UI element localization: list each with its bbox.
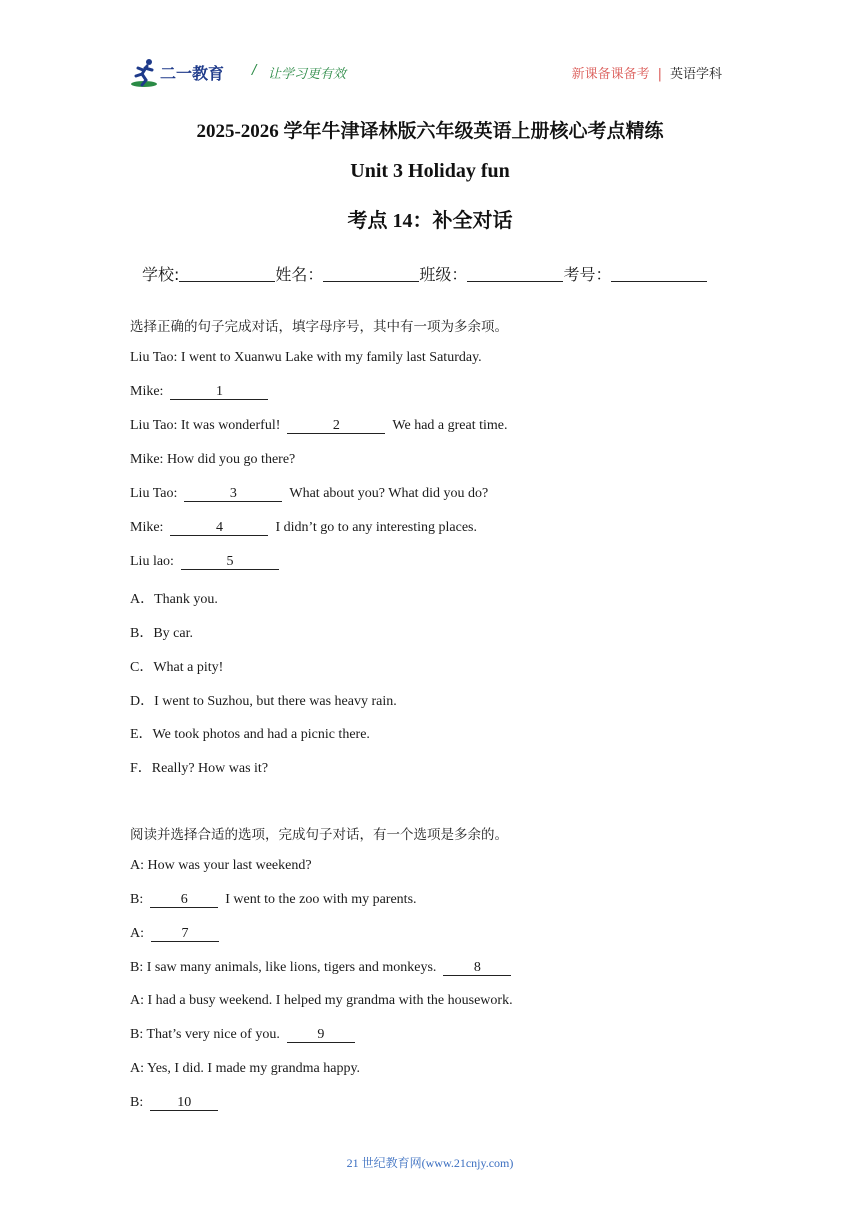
school-label: 学校: (142, 265, 180, 284)
dialogue-line: Liu Tao: I went to Xuanwu Lake with my family last Saturday. (130, 350, 482, 365)
option-c: C．What a pity! (130, 660, 224, 675)
header-right (572, 63, 722, 82)
option-b: B．By car. (130, 626, 193, 641)
answer-blank-1[interactable]: 1 (170, 384, 268, 400)
header-tagline: 新课备课备考 (571, 67, 650, 82)
answer-blank-4[interactable]: 4 (170, 520, 268, 536)
unit-title: Unit 3 Holiday fun (350, 160, 510, 182)
exam-no-blank[interactable] (611, 266, 707, 282)
dialogue-line (130, 926, 219, 942)
dialogue-line: A: How was your last weekend? (130, 858, 312, 873)
dialogue-text: We had a great time. (392, 418, 508, 433)
answer-blank-9[interactable]: 9 (287, 1027, 355, 1043)
logo-text: 二一教育 (160, 64, 225, 83)
dialogue-text: I didn’t go to any interesting places. (275, 520, 477, 535)
answer-blank-6[interactable]: 6 (150, 892, 218, 908)
section2-instruction: 阅读并选择合适的选项，完成句子对话，有一个选项是多余的。 (130, 827, 508, 843)
dialogue-line (130, 960, 511, 976)
doc-title: 2025-2026 学年牛津译林版六年级英语上册核心考点精练 (196, 121, 664, 142)
exam-no-label: 考号： (563, 265, 612, 284)
topic-title: 考点 14：补全对话 (347, 210, 513, 232)
dialogue-line (130, 892, 417, 908)
logo (130, 56, 240, 90)
option-e: E．We took photos and had a picnic there. (130, 727, 370, 742)
slogan-divider: / (252, 63, 257, 78)
speaker-text: Liu Tao: (130, 486, 178, 501)
student-info-row (142, 262, 707, 285)
answer-blank-8[interactable]: 8 (443, 960, 511, 976)
option-f: F．Really? How was it? (130, 761, 269, 776)
name-blank[interactable] (323, 266, 419, 282)
answer-blank-3[interactable]: 3 (184, 486, 282, 502)
dialogue-line (130, 418, 508, 434)
dialogue-line (130, 1095, 218, 1111)
page-header (130, 56, 730, 90)
option-d: D．I went to Suzhou, but there was heavy rain. (130, 694, 397, 709)
speaker-text: Liu Tao: It was wonderful! (130, 418, 281, 433)
dialogue-line: A: I had a busy weekend. I helped my grandma with the housework. (130, 993, 513, 1008)
speaker-text: Mike: (130, 384, 164, 399)
option-a: A．Thank you. (130, 592, 218, 607)
answer-blank-10[interactable]: 10 (150, 1095, 218, 1111)
speaker-text: B: (130, 892, 144, 907)
answer-blank-7[interactable]: 7 (151, 926, 219, 942)
dialogue-text: B: That’s very nice of you. (130, 1027, 280, 1042)
speaker-text: B: (130, 1095, 144, 1110)
page-footer[interactable]: 21 世纪教育网(www.21cnjy.com) (346, 1156, 514, 1170)
class-label: 班级： (419, 265, 468, 284)
dialogue-line: A: Yes, I did. I made my grandma happy. (130, 1061, 361, 1076)
runner-logo-icon (130, 56, 164, 90)
dialogue-line (130, 520, 477, 536)
header-divider: | (657, 67, 662, 82)
dialogue-line (130, 554, 279, 570)
dialogue-line (130, 384, 268, 400)
speaker-text: Liu lao: (130, 554, 174, 569)
speaker-text: Mike: (130, 520, 164, 535)
slogan: 让学习更有效 (268, 67, 347, 82)
school-blank[interactable] (179, 266, 275, 282)
dialogue-line: Mike: How did you go there? (130, 452, 296, 467)
name-label: 姓名： (275, 265, 324, 284)
dialogue-text: B: I saw many animals, like lions, tigers and monkeys. (130, 960, 437, 975)
answer-blank-2[interactable]: 2 (287, 418, 385, 434)
answer-blank-5[interactable]: 5 (181, 554, 279, 570)
dialogue-text: What about you? What did you do? (289, 486, 489, 501)
class-blank[interactable] (467, 266, 563, 282)
speaker-text: A: (130, 926, 144, 941)
section1-instruction: 选择正确的句子完成对话，填字母序号，其中有一项为多余项。 (130, 319, 508, 335)
dialogue-line (130, 1027, 355, 1043)
header-subject: 英语学科 (669, 67, 722, 82)
dialogue-text: I went to the zoo with my parents. (225, 892, 417, 907)
dialogue-line (130, 486, 488, 502)
